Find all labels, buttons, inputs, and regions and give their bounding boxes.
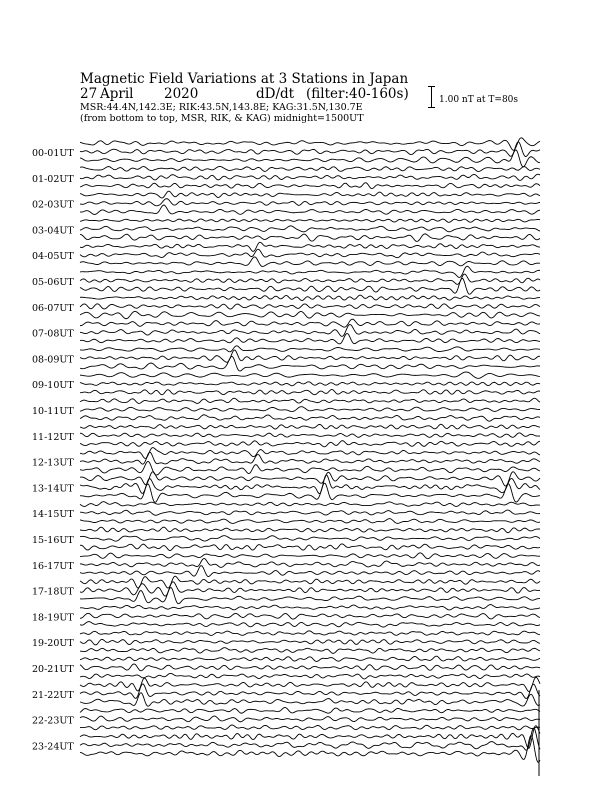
trace-msr	[80, 311, 540, 318]
trace-msr	[80, 544, 540, 551]
hour-label: 16-17UT	[32, 560, 74, 572]
trace-msr	[80, 234, 540, 242]
quantity-label: dD/dt	[256, 86, 295, 102]
trace-msr	[80, 389, 540, 394]
trace-msr	[80, 566, 540, 577]
trace-rik	[80, 249, 540, 258]
filter-label: (filter:40-160s)	[306, 86, 409, 102]
hour-label: 18-19UT	[32, 612, 74, 624]
trace-msr	[80, 183, 540, 189]
trace-kag	[80, 219, 540, 222]
hour-label: 08-09UT	[32, 354, 74, 366]
date-day: 27	[80, 86, 98, 102]
hour-label: 00-01UT	[32, 148, 74, 159]
trace-rik	[80, 382, 540, 386]
scale-bar-label: 1.00 nT at T=80s	[439, 95, 519, 105]
trace-msr	[80, 205, 540, 214]
hour-label: 10-11UT	[32, 406, 74, 417]
hour-label: 22-23UT	[32, 715, 74, 727]
trace-rik	[80, 142, 540, 157]
trace-rik	[80, 407, 540, 412]
hour-label: 14-15UT	[32, 509, 74, 521]
trace-rik	[80, 639, 540, 644]
hour-label: 04-05UT	[32, 251, 74, 263]
chart-title: Magnetic Field Variations at 3 Stations in Japan	[80, 71, 409, 87]
trace-kag	[80, 502, 540, 507]
trace-rik	[80, 664, 540, 671]
order-line: (from bottom to top, MSR, RIK, & KAG) midnight=1500UT	[80, 113, 364, 124]
trace-rik	[80, 716, 540, 722]
hour-label: 13-14UT	[32, 483, 74, 495]
trace-kag	[80, 605, 540, 610]
trace-rik	[80, 510, 540, 515]
hour-label: 20-21UT	[32, 664, 74, 675]
trace-msr	[80, 622, 540, 627]
trace-msr	[80, 519, 540, 524]
trace-rik	[80, 274, 540, 284]
trace-kag	[80, 527, 540, 533]
trace-msr	[80, 441, 540, 447]
trace-rik	[80, 304, 540, 309]
trace-kag	[80, 631, 540, 636]
hour-label: 23-24UT	[32, 741, 74, 753]
trace-kag	[80, 266, 540, 277]
hour-label: 06-07UT	[32, 302, 74, 314]
trace-kag	[80, 319, 540, 327]
trace-kag	[80, 576, 540, 588]
trace-msr	[80, 648, 540, 654]
trace-msr	[80, 735, 540, 762]
trace-rik	[80, 433, 540, 437]
trace-rik	[80, 558, 540, 567]
trace-kag	[80, 707, 540, 713]
hour-label: 12-13UT	[32, 457, 74, 469]
trace-rik	[80, 226, 540, 232]
trace-rik	[80, 324, 540, 336]
trace-kag	[80, 553, 540, 559]
hour-label: 17-18UT	[32, 586, 74, 598]
trace-kag	[80, 295, 540, 300]
trace-rik	[80, 536, 540, 542]
trace-kag	[80, 191, 540, 198]
hour-label: 19-20UT	[32, 638, 74, 650]
trace-msr	[80, 415, 540, 421]
trace-msr	[80, 356, 540, 371]
stations-line: MSR:44.4N,142.3E; RIK:43.5N,143.8E; KAG:31.5N,130.7E	[80, 102, 363, 113]
hour-label: 11-12UT	[32, 431, 74, 443]
trace-group	[80, 138, 540, 762]
trace-rik	[80, 613, 540, 619]
hour-labels	[32, 148, 74, 752]
trace-kag	[80, 677, 540, 691]
trace-kag	[80, 242, 540, 251]
trace-kag	[80, 346, 540, 352]
trace-rik	[80, 728, 540, 750]
trace-msr	[80, 257, 540, 267]
hour-label: 05-06UT	[32, 277, 74, 288]
trace-msr	[80, 693, 540, 707]
trace-rik	[80, 174, 540, 180]
trace-kag	[80, 138, 540, 150]
date-month: April	[100, 86, 134, 102]
trace-msr	[80, 725, 540, 730]
hour-label: 03-04UT	[32, 225, 74, 237]
hour-label: 02-03UT	[32, 199, 74, 211]
trace-kag	[80, 424, 540, 429]
hour-label: 21-22UT	[32, 689, 74, 701]
trace-msr	[80, 673, 540, 679]
date-year: 2020	[164, 86, 199, 102]
hour-label: 15-16UT	[32, 535, 74, 546]
hour-label: 01-02UT	[32, 173, 74, 185]
trace-kag	[80, 372, 540, 378]
trace-rik	[80, 199, 540, 206]
trace-kag	[80, 656, 540, 661]
trace-kag	[80, 166, 540, 171]
trace-rik	[80, 350, 540, 362]
trace-msr	[80, 461, 540, 475]
hour-label: 09-10UT	[32, 380, 74, 392]
hour-label: 07-08UT	[32, 328, 74, 340]
trace-kag	[80, 398, 540, 403]
